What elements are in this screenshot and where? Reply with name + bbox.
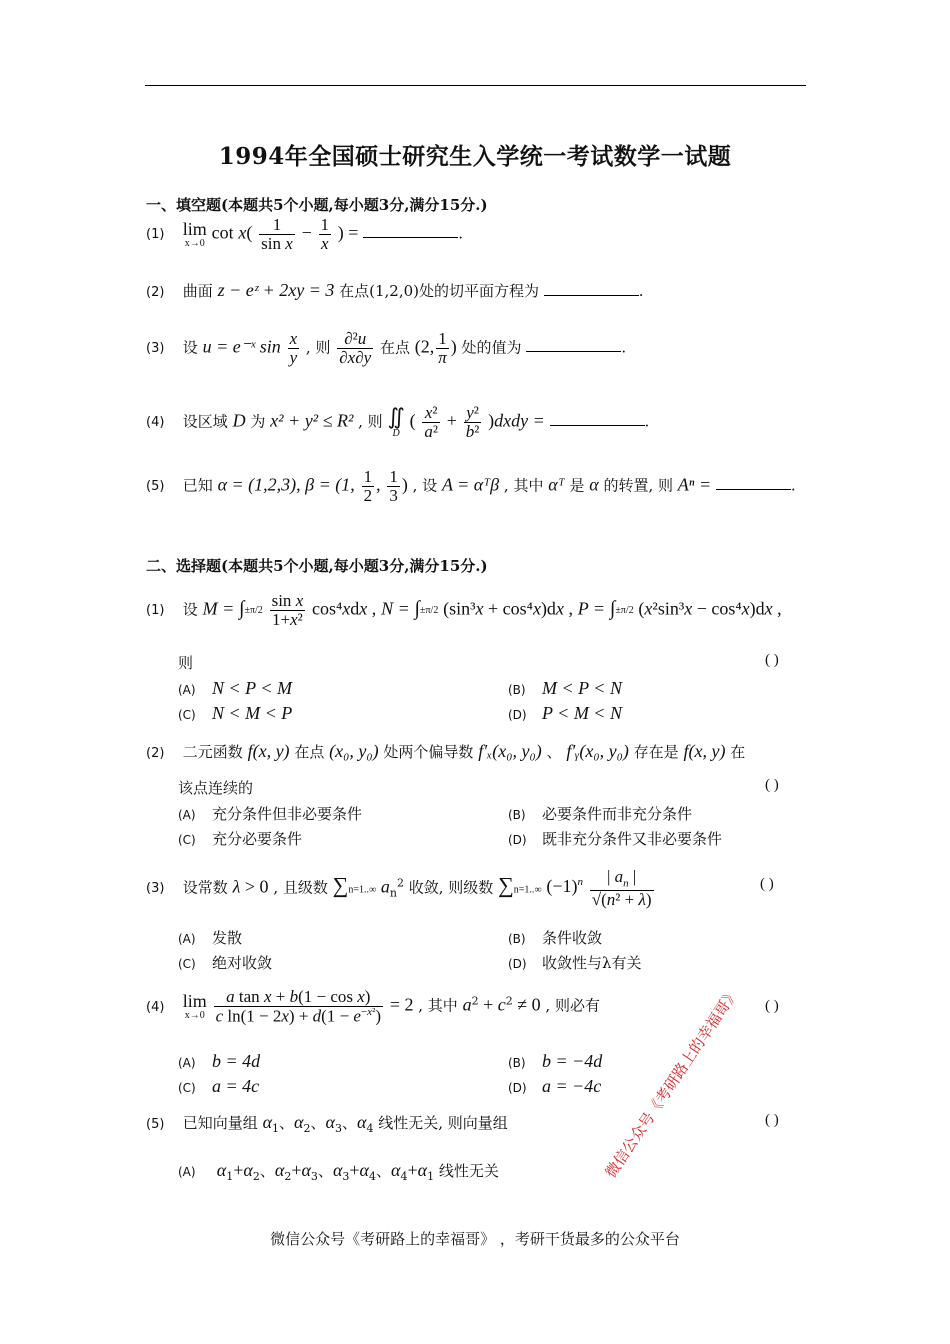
text: 曲面	[182, 282, 213, 300]
option-b[interactable]: (B) 必要条件而非充分条件	[508, 805, 693, 823]
text: 收敛, 则级数	[408, 878, 494, 897]
equation: M =	[202, 598, 235, 619]
text: 已知	[182, 476, 213, 495]
answer-blank[interactable]	[550, 411, 645, 426]
text: 该点连续的	[178, 779, 254, 797]
text: 则	[178, 654, 194, 672]
equation: (x₀, y₀)	[329, 741, 379, 761]
fill-q2: (2) 曲面 z − eᶻ + 2xy = 3 在点(1,2,0)处的切平面方程为 .	[146, 280, 644, 300]
text: 设	[182, 600, 198, 619]
fraction: $\frac{\text{∂²u}}{\partial x\partial y}$	[339, 329, 372, 367]
option-d[interactable]: (D) 收敛性与λ有关	[508, 954, 642, 972]
text: 设常数	[182, 878, 228, 897]
q-number: (5)	[146, 479, 165, 495]
text: 的转置, 则	[603, 476, 674, 495]
option-d[interactable]: (D) 既非充分条件又非必要条件	[508, 830, 723, 848]
text: , 其中	[503, 476, 544, 495]
option-b[interactable]: (B) b = −4d	[508, 1051, 603, 1071]
equation: αᵀ	[548, 474, 565, 495]
top-rule	[145, 85, 806, 86]
answer-paren[interactable]: ( )	[760, 876, 774, 892]
q-number: (3)	[146, 341, 165, 357]
fraction: $\frac{\text{x²}}{\text{a²}}$	[424, 403, 438, 441]
limit: lim x→0	[182, 218, 207, 249]
fraction: $\frac{| a_n |}{\text{√(n² + λ)}}$	[591, 867, 652, 909]
footer: 微信公众号《考研路上的幸福哥》 ，考研干货最多的公众平台	[270, 1230, 680, 1248]
equation: f′ₓ(x₀, y₀)	[478, 741, 542, 761]
option-c[interactable]: (C) 绝对收敛	[178, 954, 273, 972]
watermark: 微信公众号《考研路上的幸福哥》	[601, 984, 743, 1182]
text: 设区域	[182, 412, 228, 431]
text: 存在是	[633, 743, 679, 761]
option-c[interactable]: (C) N < M < P	[178, 703, 293, 723]
fraction: $\frac{1}{3}$	[389, 467, 398, 505]
equation: α = (1,2,3), β = (1,	[217, 474, 355, 495]
text: 、	[546, 743, 562, 761]
q-number: (1)	[146, 603, 165, 619]
option-a[interactable]: (A) N < P < M	[178, 678, 292, 698]
text: , 则必有	[545, 996, 600, 1015]
equation: z − eᶻ + 2xy = 3	[217, 280, 335, 300]
equation: f(x, y)	[247, 741, 290, 761]
option-a[interactable]: (A) b = 4d	[178, 1051, 261, 1071]
fraction: $\frac{1}{\text{sin x}}$	[261, 215, 293, 253]
answer-blank[interactable]	[716, 475, 791, 490]
fraction: $\frac{\text{sin x}}{\text{1+x²}}$	[271, 591, 304, 629]
answer-blank[interactable]	[526, 337, 621, 352]
text: 已知向量组	[182, 1114, 258, 1132]
text: , 则	[305, 338, 331, 357]
text: , 设	[412, 476, 438, 495]
text: 在点	[379, 338, 410, 357]
equation: Aⁿ =	[677, 474, 712, 495]
text: 是	[569, 476, 585, 495]
q-number: (1)	[146, 227, 165, 243]
answer-paren[interactable]: ( )	[765, 1112, 779, 1128]
q-number: (4)	[146, 999, 165, 1015]
option-c[interactable]: (C) a = 4c	[178, 1076, 260, 1096]
section2-heading: 二、选择题(本题共5个小题,每小题3分,满分15分.)	[146, 557, 488, 575]
option-d[interactable]: (D) a = −4c	[508, 1076, 602, 1096]
text: 在	[730, 743, 746, 761]
fill-q3: (3) 设 u = e⁻ˣ sin $\frac{x}{y}$ , 则 $\frac{\text{∂²u}}{\partial x\partial y}$ 在点 (2, $\frac{1}{\pi}$ ) 处的值为 .	[146, 329, 627, 367]
equation: f(x, y)	[683, 741, 726, 761]
fraction: $\frac{\text{y²}}{\text{b²}}$	[465, 403, 480, 441]
fill-q4: (4) 设区域 D 为 x² + y² ≤ R² , 则 ∬ D ( $\frac{\text{x²}}{\text{a²}}$ + $\frac{\text{y²}}{\text{b²}}$ )dxdy = .	[146, 403, 650, 441]
text: 处的值为	[461, 338, 522, 357]
equation: u = e⁻ˣ sin	[202, 336, 281, 357]
page-title: 1994年全国硕士研究生入学统一考试数学一试题	[218, 143, 732, 170]
equation: f′ᵧ(x₀, y₀)	[566, 741, 629, 761]
double-integral: ∬ D	[387, 403, 405, 439]
choice-q3: (3) 设常数 λ > 0 , 且级数 ∑n=1..∞ $a_n^2$ 收敛, 则级数 ∑n=1..∞ $(-1)^n$ $\frac{| a_n |}{\text{√(n² + λ)}}$	[146, 867, 652, 909]
fraction: $\frac{1}{\pi}$	[438, 329, 447, 367]
equation: A = αᵀβ	[441, 474, 500, 495]
text: 为	[250, 412, 266, 431]
text: , 且级数	[273, 878, 328, 897]
choice-q4: (4) lim x→0 $\frac{\text{a tan x + b(1 − cos x)}}{c \ln(1 - 2x) + d(1 - e^{-x^2})}$ = 2 , 其中 $a^2 + c^2 \ne 0$ , 则必有	[146, 987, 600, 1026]
equation: α	[589, 474, 599, 495]
option-b[interactable]: (B) 条件收敛	[508, 929, 603, 947]
equation: x² + y² ≤ R²	[270, 410, 354, 431]
text: dxdy =	[494, 410, 545, 431]
q-number: (5)	[146, 1117, 165, 1132]
choice-q5: (5) 已知向量组 $\alpha_1$、$\alpha_2$、$\alpha_3$、$\alpha_4$ 线性无关, 则向量组	[146, 1112, 508, 1135]
equation: N =	[381, 598, 410, 619]
limit: lim x→0	[182, 991, 207, 1022]
fraction: $\frac{1}{2}$	[363, 467, 373, 505]
q-number: (3)	[146, 881, 165, 897]
fill-q1: (1) lim x→0 cot x( $\frac{1}{\text{sin x}}$ − $\frac{1}{x}$ ) = .	[146, 215, 463, 253]
fill-q5: (5) 已知 α = (1,2,3), β = (1, $\frac{1}{2}$ , $\frac{1}{3}$ ) , 设 A = αᵀβ , 其中 αᵀ 是 α 的转置, 则 Aⁿ = .	[146, 467, 796, 505]
answer-blank[interactable]	[544, 281, 639, 296]
choice-q2	[146, 741, 745, 762]
option-a[interactable]: (A) $\alpha_1+\alpha_2$、$\alpha_2+\alpha_3$、$\alpha_3+\alpha_4$、$\alpha_4+\alpha_1$ 线性无关	[178, 1160, 499, 1183]
option-c[interactable]: (C) 充分必要条件	[178, 830, 303, 848]
q-number: (2)	[146, 285, 165, 300]
text: , 其中	[418, 996, 458, 1015]
answer-paren[interactable]: ( )	[765, 998, 779, 1014]
text: 处两个偏导数	[383, 743, 474, 761]
answer-blank[interactable]	[363, 223, 458, 238]
text: , 则	[358, 412, 383, 431]
text: 二元函数	[182, 743, 243, 761]
text: 在点	[294, 743, 325, 761]
option-b[interactable]: (B) M < P < N	[508, 678, 622, 698]
fraction: $\frac{1}{x}$	[320, 215, 329, 253]
section1-heading: 一、填空题(本题共5个小题,每小题3分,满分15分.)	[146, 196, 488, 214]
text: 设	[182, 338, 198, 357]
fraction: $\frac{x}{y}$	[289, 329, 298, 367]
q-number: (2)	[146, 746, 165, 761]
text: 在点(1,2,0)处的切平面方程为	[339, 282, 539, 300]
fraction: $\frac{\text{a tan x + b(1 − cos x)}}{c \ln(1 - 2x) + d(1 - e^{-x^2})}$	[215, 987, 382, 1026]
text: 线性无关, 则向量组	[378, 1114, 508, 1132]
equation: P =	[577, 598, 606, 619]
q-number: (4)	[146, 415, 165, 431]
answer-paren[interactable]: ( )	[765, 777, 779, 793]
option-a[interactable]: (A) 发散	[178, 929, 243, 947]
option-a[interactable]: (A) 充分条件但非必要条件	[178, 805, 363, 823]
answer-paren[interactable]: ( )	[765, 652, 779, 668]
option-d[interactable]: (D) P < M < N	[508, 703, 622, 723]
choice-q1: (1) 设 M = ∫±π/2 $\frac{\text{sin x}}{\text{1+x²}}$ cos⁴xdx , N = ∫±π/2 (sin³x + cos⁴x)dx , P = ∫±π/2 (x²sin³x − cos⁴x)dx ,	[146, 591, 782, 629]
